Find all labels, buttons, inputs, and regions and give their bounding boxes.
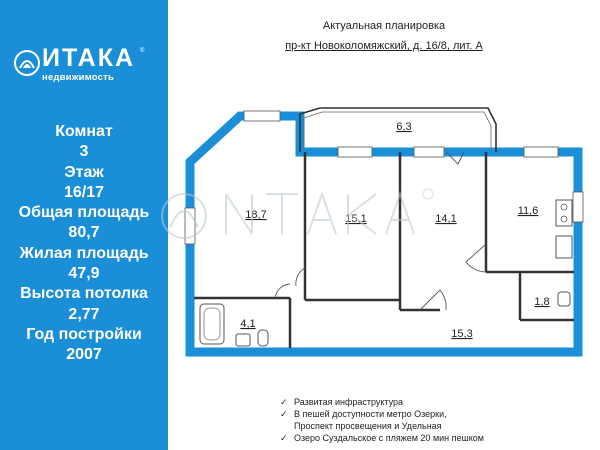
logo-registered-mark: ®: [140, 48, 145, 54]
window: [338, 147, 372, 157]
washbasin-icon: [558, 292, 570, 306]
features-list: [280, 396, 484, 444]
feature-item: ✓ В пешей доступности метро Озерки,: [280, 409, 447, 419]
ceiling-height-value: 2,77: [68, 305, 100, 323]
room-a-area: 18,7: [245, 209, 267, 221]
hallway-area: 15,3: [451, 328, 473, 340]
window: [524, 147, 558, 157]
floor-label: Этаж: [64, 163, 104, 181]
logo-name: ИТАКА: [42, 44, 136, 72]
total-area-value: 80,7: [68, 224, 100, 242]
door-swings: [275, 152, 486, 310]
bathroom-area: 4,1: [240, 318, 256, 330]
ceiling-height-label: Высота потолка: [20, 285, 148, 303]
plan-address: пр-кт Новоколомяжский, д. 16/8, лит. А: [285, 40, 483, 52]
toilet-icon: [258, 330, 268, 346]
kitchen-area: 11,6: [517, 205, 539, 217]
room-c-area: 14,1: [435, 213, 457, 225]
check-icon: ✓: [280, 433, 288, 443]
feature-item: ✓ Озеро Суздальское с пляжем 20 мин пешком: [280, 433, 484, 443]
feature-item: ✓ Развитая инфраструктура: [280, 397, 404, 407]
window: [185, 208, 195, 244]
sink-icon: [236, 334, 250, 346]
rooms-label: Комнат: [55, 123, 113, 140]
plan-title: Актуальная планировка: [322, 20, 446, 32]
feature-item: Проспект просвещения и Удельная: [294, 421, 442, 431]
logo-subtitle: недвижимость: [42, 72, 115, 83]
balcony-area: 6,3: [396, 121, 412, 133]
kitchen-sink-icon: [556, 236, 572, 258]
floor-value: 16/17: [63, 183, 105, 201]
living-area-value: 47,9: [68, 265, 100, 283]
build-year-label: Год постройки: [26, 325, 142, 343]
check-icon: ✓: [280, 397, 288, 407]
check-icon: ✓: [280, 409, 288, 419]
window: [244, 111, 280, 121]
room-b-area: 15,1: [345, 213, 367, 225]
living-area-label: Жилая площадь: [19, 244, 149, 262]
window: [414, 147, 444, 157]
total-area-label: Общая площадь: [18, 204, 150, 222]
small-bath-area: 1,8: [534, 296, 550, 308]
bathtub-inner-icon: [204, 308, 220, 340]
rooms-value: 3: [79, 143, 89, 161]
build-year-value: 2007: [66, 346, 102, 364]
window: [573, 192, 583, 222]
